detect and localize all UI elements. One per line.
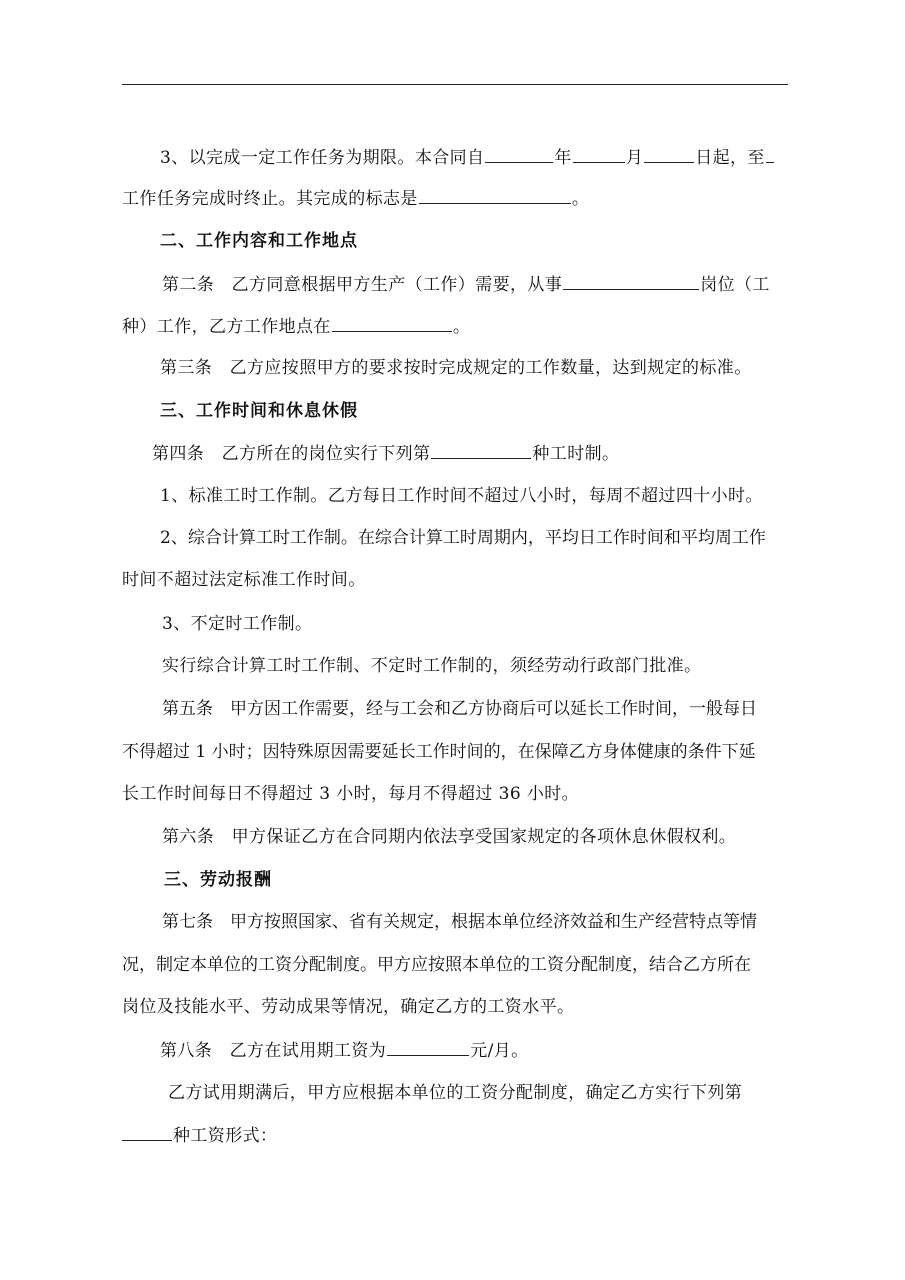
position-blank — [563, 272, 699, 290]
text-segment: 种）工作，乙方工作地点在 — [122, 317, 331, 337]
clause-3-line-2 — [122, 186, 589, 211]
article-5-line-1: 第五条 甲方因工作需要，经与工会和乙方协商后可以延长工作时间，一般每日 — [162, 699, 757, 719]
month-blank — [573, 145, 625, 163]
article-5-line-3: 长工作时间每日不得超过 3 小时，每月不得超过 36 小时。 — [122, 784, 580, 804]
text-segment: 。 — [452, 317, 471, 337]
workplace-blank — [332, 314, 452, 332]
article-2-line-2 — [122, 314, 470, 339]
comprehensive-hours-line-2: 时间不超过法定标准工作时间。 — [122, 570, 366, 590]
article-4 — [152, 441, 619, 466]
post-probation-line-1: 乙方试用期满后，甲方应根据本单位的工资分配制度，确定乙方实行下列第 — [168, 1083, 743, 1103]
probation-wage-blank — [387, 1038, 469, 1056]
section-heading-remuneration: 三、劳动报酬 — [164, 870, 272, 890]
wage-form-blank — [122, 1123, 172, 1141]
article-7-line-1: 第七条 甲方按照国家、省有关规定，根据本单位经济效益和生产经营特点等情 — [162, 912, 757, 932]
article-2-line-1 — [162, 272, 770, 297]
completion-mark-blank — [419, 186, 571, 204]
article-5-line-2: 不得超过 1 小时；因特殊原因需要延长工作时间的，在保障乙方身体健康的条件下延 — [122, 742, 756, 762]
comprehensive-hours-line-1: 2、综合计算工时工作制。在综合计算工时周期内，平均日工作时间和平均周工作 — [160, 528, 766, 548]
text-segment: 第二条 乙方同意根据甲方生产（工作）需要，从事 — [162, 275, 563, 295]
day-blank — [644, 145, 694, 163]
text-segment: 第八条 乙方在试用期工资为 — [160, 1041, 387, 1061]
text-segment: 第四条 乙方所在的岗位实行下列第 — [152, 444, 431, 464]
section-heading-work-hours: 三、工作时间和休息休假 — [160, 401, 358, 421]
text-segment: 种工时制。 — [532, 444, 620, 464]
article-3: 第三条 乙方应按照甲方的要求按时完成规定的工作数量，达到规定的标准。 — [160, 358, 752, 378]
article-8 — [160, 1038, 529, 1063]
text-segment: 岗位（工 — [700, 275, 770, 295]
end-blank — [766, 145, 774, 163]
text-segment: 年 — [554, 148, 572, 168]
year-blank — [485, 145, 553, 163]
article-6: 第六条 甲方保证乙方在合同期内依法享受国家规定的各项休息休假权利。 — [162, 827, 737, 847]
standard-hours-item: 1、标准工时工作制。乙方每日工作时间不超过八小时，每周不超过四十小时。 — [160, 486, 763, 506]
text-segment: 。 — [571, 189, 590, 209]
article-7-line-3: 岗位及技能水平、劳动成果等情况，确定乙方的工资水平。 — [122, 997, 575, 1017]
text-segment: 月 — [625, 148, 644, 168]
text-segment: 日起，至 — [695, 148, 765, 168]
text-segment: 3、以完成一定工作任务为期限。本合同自 — [160, 148, 485, 168]
text-segment: 工作任务完成时终止。其完成的标志是 — [122, 189, 418, 209]
clause-3-line-1 — [160, 145, 775, 170]
post-probation-line-2 — [122, 1123, 277, 1148]
flexible-hours-item: 3、不定时工作制。 — [162, 614, 313, 634]
text-segment: 元/月。 — [470, 1041, 529, 1061]
hours-system-blank — [431, 441, 531, 459]
header-rule — [122, 84, 788, 85]
article-7-line-2: 况，制定本单位的工资分配制度。甲方应按照本单位的工资分配制度，结合乙方所在 — [122, 955, 751, 975]
approval-requirement: 实行综合计算工时工作制、不定时工作制的，须经劳动行政部门批准。 — [162, 656, 702, 676]
section-heading-work-content: 二、工作内容和工作地点 — [160, 231, 358, 251]
text-segment: 种工资形式： — [173, 1126, 278, 1146]
